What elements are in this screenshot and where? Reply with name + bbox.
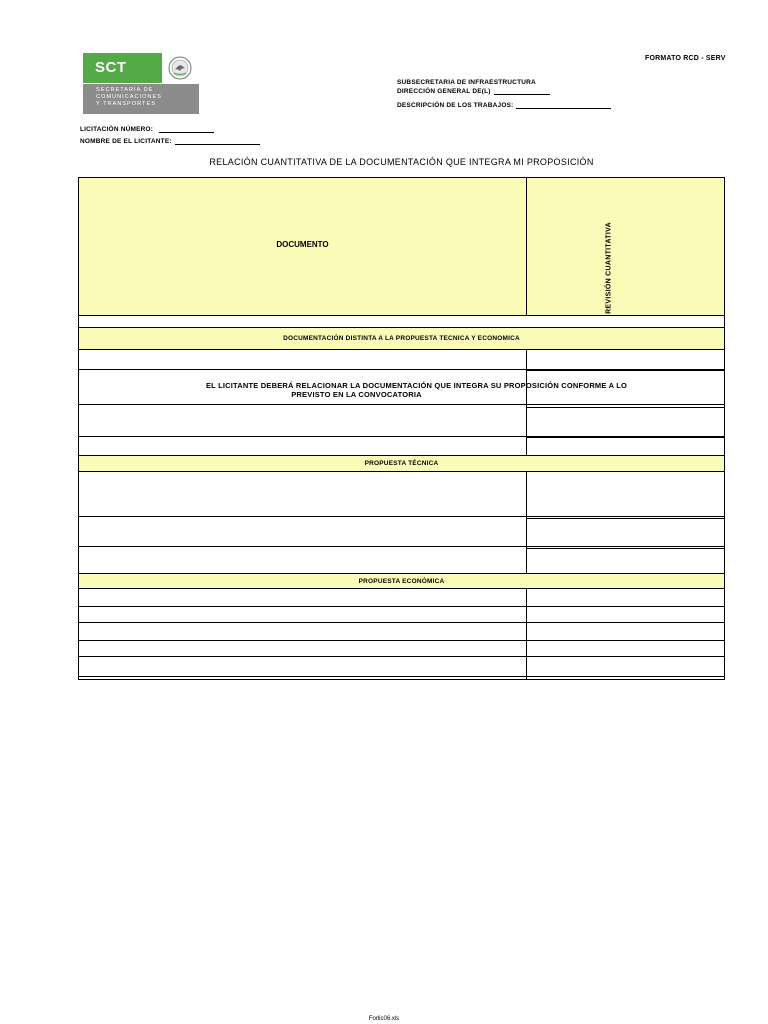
footer-filename: Forlic06.xls xyxy=(368,1016,400,1022)
logo-gray-block xyxy=(83,84,199,114)
descripcion-line xyxy=(516,101,611,109)
mexico-seal-icon xyxy=(165,55,195,81)
logo-line-3: Y TRANSPORTES xyxy=(96,101,156,107)
col-revision-header-cell xyxy=(527,178,724,315)
section-propuesta-tecnica: PROPUESTA TÉCNICA xyxy=(79,456,724,471)
instruction-line-1: EL LICITANTE DEBERÁ RELACIONAR LA DOCUMENTACIÓN QUE INTEGRA SU PROPOSICIÓN CONFORME A LO xyxy=(205,381,628,390)
instruction-line-2: PREVISTO EN LA CONVOCATORIA xyxy=(291,390,422,399)
licitacion-line xyxy=(159,125,214,133)
licitacion-label: LICITACIÓN NÚMERO: xyxy=(80,126,154,133)
direccion-label: DIRECCIÓN GENERAL DE(L) xyxy=(397,88,491,95)
descripcion-field xyxy=(397,101,611,109)
documents-table xyxy=(78,177,725,680)
licitante-line xyxy=(175,137,260,145)
licitante-label: NOMBRE DE EL LICITANTE: xyxy=(80,138,172,145)
logo-acronym: SCT xyxy=(95,59,127,76)
licitacion-field xyxy=(80,125,214,133)
logo-line-1: SECRETARÍA DE xyxy=(96,87,154,93)
direccion-field xyxy=(397,87,550,95)
column-divider xyxy=(526,178,527,315)
section-doc-distinta: DOCUMENTACIÓN DISTINTA A LA PROPUESTA TECNICA Y ECONOMICA xyxy=(79,328,724,349)
col-revision-header: REVISIÓN CUANTITATIVA xyxy=(605,222,613,314)
section-propuesta-economica: PROPUESTA ECONÓMICA xyxy=(79,574,724,588)
instruction-text xyxy=(79,381,764,399)
page-title: RELACIÓN CUANTITATIVA DE LA DOCUMENTACIÓN QUE INTEGRA MI PROPOSICIÓN xyxy=(209,157,594,167)
col-documento-header: DOCUMENTO xyxy=(276,240,329,249)
licitante-field xyxy=(80,137,260,145)
direccion-line xyxy=(494,87,550,95)
table-header xyxy=(79,178,724,315)
subsecretaria-text: SUBSECRETARIA DE INFRAESTRUCTURA xyxy=(397,79,536,86)
format-code: FORMATO RCD - SERV xyxy=(645,55,726,62)
sct-logo xyxy=(83,53,199,114)
logo-line-2: COMUNICACIONES xyxy=(96,94,162,100)
descripcion-label: DESCRIPCIÓN DE LOS TRABAJOS: xyxy=(397,102,514,109)
